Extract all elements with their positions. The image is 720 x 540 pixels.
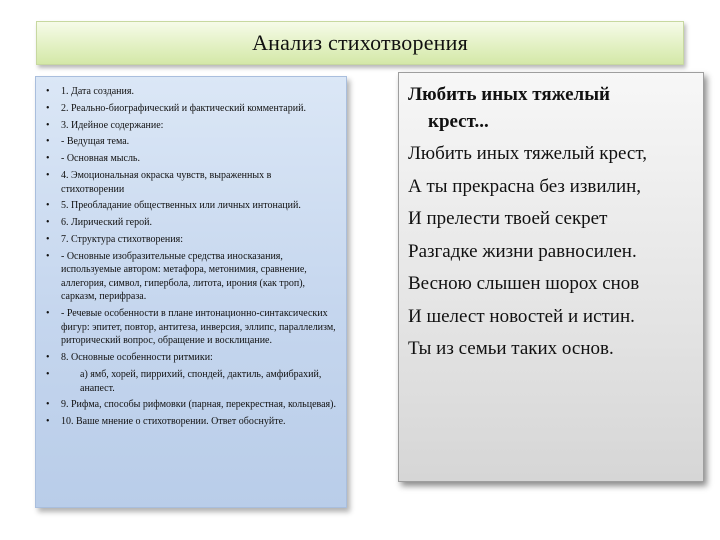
bullet-icon: • [46,250,50,262]
list-item [44,233,336,247]
list-item [44,119,336,133]
bullet-icon: • [46,352,50,364]
poem-line: И прелести твоей секрет [408,208,608,229]
bullet-icon: • [46,217,50,229]
list-item-text: 9. Рифма, способы рифмовки (парная, перекрестная, кольцевая). [61,399,336,411]
bullet-icon: • [46,200,50,212]
list-item [44,169,336,196]
bullet-icon: • [46,86,50,97]
list-item-text: - Речевые особенности в плане интонационно-синтаксических фигур: эпитет, повтор, антитеза, инверсия, эллипс, параллелизм, риторический вопрос, обращение и восклицание. [61,308,336,347]
bullet-icon: • [46,169,50,181]
list-item [44,85,336,99]
list-item-text: 7. Структура стихотворения: [61,233,183,245]
poem-line: А ты прекрасна без извилин, [408,175,642,197]
list-item-text: 4. Эмоциональная окраска чувств, выраженных в стихотворении [61,169,272,195]
bullet-icon: • [46,119,50,131]
bullet-icon: • [46,399,50,411]
list-item-text: - Основная мысль. [61,153,140,165]
list-item-text: а) ямб, хорей, пиррихий, спондей, дактиль, амфибрахий, анапест. [80,368,322,394]
list-item [44,199,336,213]
list-item-text: - Ведущая тема. [61,136,130,148]
list-item [44,351,336,365]
list-item [44,398,336,412]
bullet-icon: • [46,368,50,380]
list-item-text: 6. Лирический герой. [61,217,152,229]
list-item-text: - Основные изобразительные средства иносказания, используемые автором: метафора, метонимия, сравнение, аллегория, символ, гипербола, литота, ирония (как троп), сарказм, перифраза. [61,250,307,303]
bullet-icon: • [46,416,50,428]
bullet-icon: • [46,136,50,148]
list-item-text: 10. Ваше мнение о стихотворении. Ответ обоснуйте. [61,416,286,428]
poem-line: И шелест новостей и истин. [408,305,635,327]
list-item [44,216,336,230]
list-item-text: 3. Идейное содержание: [61,119,164,131]
list-item-text: 1. Дата создания. [61,86,134,97]
bullet-icon: • [46,102,50,114]
list-item [44,250,336,304]
bullet-icon: • [46,308,50,320]
poem-line: Любить иных тяжелый крест, [408,143,647,164]
list-item-text: 5. Преобладание общественных или личных интонаций. [61,200,301,212]
bullet-icon: • [46,153,50,165]
list-item [44,135,336,149]
list-item-text: 2. Реально-биографический и фактический комментарий. [61,102,306,114]
poem-title-line: Любить иных тяжелый [408,84,610,105]
poem-title-line: крест... [428,111,489,132]
bullet-icon: • [46,233,50,245]
list-item [44,152,336,166]
list-item [44,102,336,116]
analysis-plan-list [44,85,336,429]
slide-title: Анализ стихотворения [252,30,468,55]
poem-line: Разгадке жизни равносилен. [408,240,637,262]
title-banner [36,21,684,65]
list-item-text: 8. Основные особенности ритмики: [61,352,213,364]
list-item [44,368,336,395]
list-item [44,307,336,348]
list-item [44,415,336,429]
analysis-plan-panel [35,76,347,508]
poem-panel [398,72,704,482]
poem-line: Весною слышен шорох снов [408,273,640,294]
poem-title [408,81,695,135]
poem-line: Ты из семьи таких основ. [408,338,614,359]
